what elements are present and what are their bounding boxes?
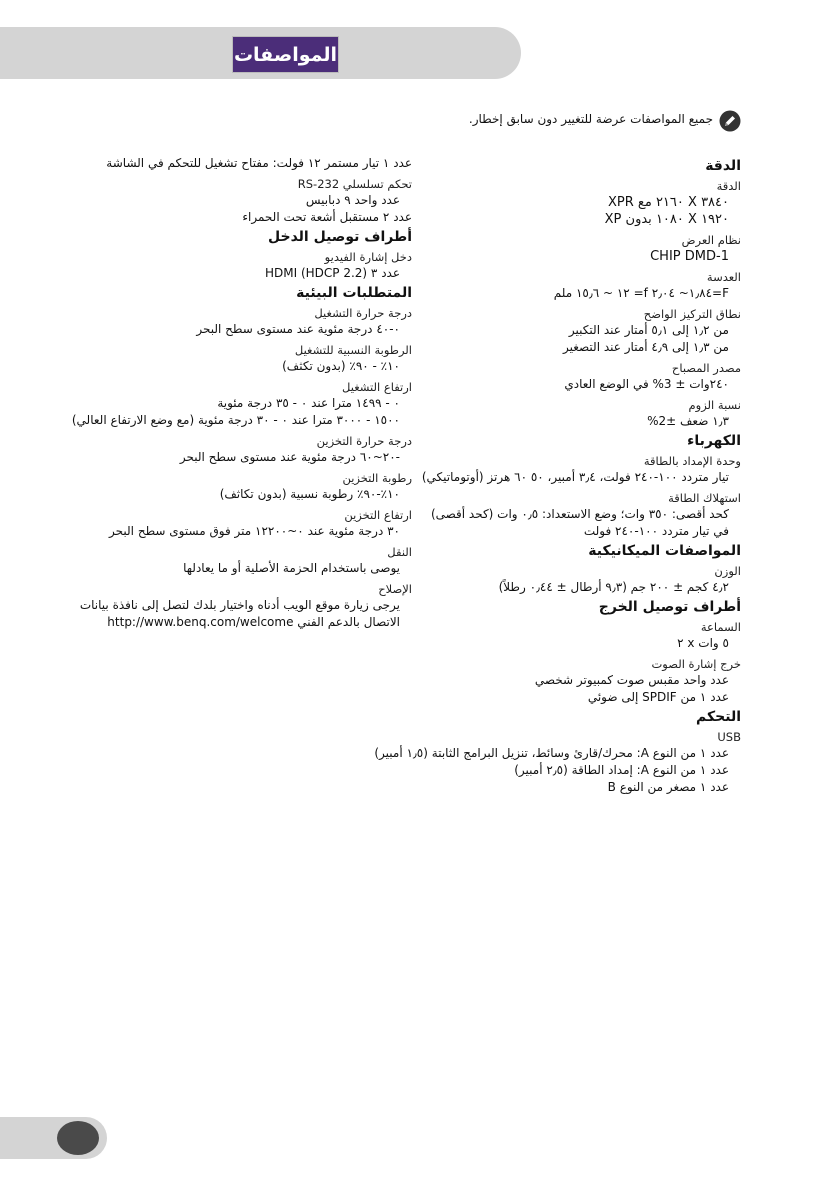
section-title: أطراف توصيل الخرج: [598, 599, 741, 615]
spec-value: ٣٨٤٠ X ٢١٦٠ مع XPR: [608, 195, 729, 210]
page-number-circle: [57, 1121, 99, 1155]
spec-value: -٢٠~٦٠ درجة مئوية عند مستوى سطح البحر: [179, 450, 400, 464]
spec-value: ١٫٣ ضعف ±2%: [647, 414, 729, 428]
spec-value: ٠-٤٠ درجة مئوية عند مستوى سطح البحر: [196, 322, 400, 336]
spec-label: استهلاك الطاقة: [668, 491, 741, 505]
spec-value: يوصى باستخدام الحزمة الأصلية أو ما يعادلها: [183, 561, 400, 575]
spec-value: عدد واحد مقبس صوت كمبيوتر شخصي: [534, 673, 729, 687]
spec-value: ٠ - ١٤٩٩ مترا عند ٠ - ٣٥ درجة مئوية: [217, 396, 400, 410]
spec-value: ٢٤٠وات ± 3% في الوضع العادي: [564, 377, 729, 391]
pencil-note-icon: [719, 110, 741, 132]
spec-value: عدد ٣ HDMI (HDCP 2.2): [264, 266, 400, 280]
section-title: المتطلبات البيئية: [296, 285, 412, 301]
spec-label: نسبة الزوم: [688, 398, 741, 412]
spec-label: السماعة: [700, 620, 741, 634]
spec-value: عدد ١ مصغر من النوع B: [607, 780, 729, 794]
spec-label: الرطوبة النسبية للتشغيل: [294, 343, 412, 357]
spec-value: 1-CHIP DMD: [650, 249, 729, 264]
spec-label: درجة حرارة التشغيل: [314, 306, 412, 320]
spec-label: النقل: [387, 545, 412, 559]
spec-label: تحكم تسلسلي RS-232: [297, 177, 412, 191]
spec-label: نطاق التركيز الواضح: [643, 307, 741, 321]
spec-value: ١٥٠٠ - ٣٠٠٠ مترا عند ٠ - ٣٠ درجة مئوية (مع وضع الارتفاع العالي): [71, 413, 400, 427]
spec-value: عدد واحد ٩ دبابيس: [305, 193, 400, 207]
section-title: التحكم: [696, 709, 741, 725]
section-title: الكهرباء: [687, 433, 741, 449]
spec-label: مصدر المصباح: [671, 361, 741, 375]
spec-value: عدد ١ من النوع A: محرك/قارئ وسائط، تنزيل البرامج الثابتة (١٫٥ أمبير): [374, 746, 729, 760]
spec-value: من ١٫٢ إلى ٥٫١ أمتار عند التكبير: [568, 323, 729, 337]
spec-label: العدسة: [706, 270, 741, 284]
section-title: المواصفات الميكانيكية: [588, 543, 741, 559]
spec-value: ١٠٪ - ٩٠٪ (بدون تكثف): [282, 359, 400, 373]
spec-label: نظام العرض: [681, 233, 741, 247]
spec-value: من ١٫٣ إلى ٤٫٩ أمتار عند التصغير: [562, 340, 729, 354]
spec-value: عدد ١ من النوع A: إمداد الطاقة (٢٫٥ أمبير): [514, 763, 729, 777]
spec-label: الوزن: [714, 564, 741, 578]
spec-value: تيار متردد ١٠٠-٢٤٠ فولت، ٣٫٤ أمبير، ٥٠ ٦٠ هرتز (أوتوماتيكي): [421, 470, 729, 484]
spec-value: ١٠٪-٩٠٪ رطوبة نسبية (بدون تكاثف): [219, 487, 400, 501]
spec-label: ارتفاع التخزين: [344, 508, 412, 522]
spec-label: USB: [717, 730, 741, 744]
spec-value: كحد أقصى: ٣٥٠ وات؛ وضع الاستعداد: ٠٫٥ وات (كحد أقصى): [430, 507, 729, 521]
spec-label: رطوبة التخزين: [342, 471, 412, 485]
spec-label: الدقة: [716, 179, 741, 193]
spec-value: ٥ وات x ٢: [677, 636, 729, 650]
spec-value: عدد ١ من SPDIF إلى ضوئي: [587, 690, 729, 704]
spec-value: عدد ١ تيار مستمر ١٢ فولت: مفتاح تشغيل للتحكم في الشاشة: [106, 156, 412, 170]
specs-column-right: [371, 155, 741, 796]
spec-label: درجة حرارة التخزين: [316, 434, 412, 448]
spec-value: ١٩٢٠ X ١٠٨٠ بدون XP: [604, 212, 729, 227]
spec-label: ارتفاع التشغيل: [342, 380, 412, 394]
spec-value: ٣٠ درجة مئوية عند ٠~١٢٢٠٠ متر فوق مستوى سطح البحر: [109, 524, 400, 538]
specs-column-left: [42, 155, 412, 631]
spec-value: ٤٫٢ كجم ± ٢٠٠ جم (٩٫٣ أرطال ± ٠٫٤٤ رطلاً): [498, 580, 729, 594]
spec-label: خرج إشارة الصوت: [651, 657, 741, 671]
spec-value: في تيار متردد ١٠٠-٢٤٠ فولت: [583, 524, 729, 538]
section-title: الدقة: [705, 158, 741, 174]
spec-label: الإصلاح: [378, 582, 412, 596]
spec-label: دخل إشارة الفيديو: [324, 250, 412, 264]
page-title: المواصفات: [232, 36, 339, 73]
spec-value: يرجى زيارة موقع الويب أدناه واختيار بلدك لتصل إلى نافذة بيانات الاتصال بالدعم الفني http://www.benq.com/welcome: [79, 598, 400, 629]
note-text: جميع المواصفات عرضة للتغيير دون سابق إخطار.: [468, 112, 713, 126]
spec-label: وحدة الإمداد بالطاقة: [643, 454, 741, 468]
spec-value: عدد ٢ مستقبل أشعة تحت الحمراء: [242, 210, 412, 224]
section-title: أطراف توصيل الدخل: [267, 229, 412, 245]
spec-value: F=١٫٨٤~ ٢٫٠٤ f= ١٢ ~ ١٥٫٦ ملم: [553, 286, 729, 300]
